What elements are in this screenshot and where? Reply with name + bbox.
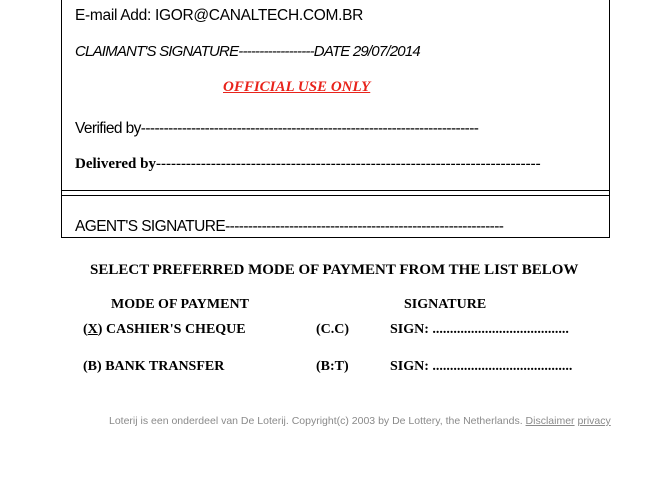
option-prefix-close: ) — [97, 322, 103, 337]
footer — [109, 415, 611, 427]
disclaimer-link[interactable]: Disclaimer — [525, 415, 575, 427]
payment-option-cashiers-cheque — [83, 322, 246, 338]
agent-signature-line: AGENT'S SIGNATURE------------------------------------------------------------- — [75, 218, 504, 235]
option-label: CASHIER'S CHEQUE — [102, 322, 246, 337]
divider-line-double — [61, 195, 610, 196]
official-use-heading: OFFICIAL USE ONLY — [223, 79, 371, 95]
column-header-mode: MODE OF PAYMENT — [111, 297, 249, 312]
delivered-by-line: Delivered by----------------------------------------------------------------------------- — [75, 156, 541, 172]
privacy-link[interactable]: privacy — [577, 415, 611, 427]
email-line: E-mail Add: IGOR@CANALTECH.COM.BR — [75, 7, 364, 24]
payment-code: (C.C) — [316, 322, 350, 337]
form-box — [61, 0, 610, 238]
payment-option-bank-transfer — [83, 359, 224, 375]
sign-field: SIGN: ........................................ — [390, 359, 573, 374]
option-label: BANK TRANSFER — [101, 359, 225, 374]
footer-copyright: Loterij is een onderdeel van De Loterij. Copyright(c) 2003 by De Lottery, the Netherlands. — [109, 415, 526, 427]
column-header-signature: SIGNATURE — [404, 297, 487, 312]
payment-heading: SELECT PREFERRED MODE OF PAYMENT FROM THE LIST BELOW — [90, 262, 579, 278]
claimant-signature-line: CLAIMANT'S SIGNATURE------------------DATE 29/07/2014 — [75, 43, 420, 60]
option-marker: X — [87, 322, 98, 337]
divider-line — [61, 190, 610, 191]
option-prefix-open: ( — [83, 359, 88, 374]
payment-code: (B:T) — [316, 359, 349, 374]
option-prefix-open: ( — [83, 322, 88, 337]
verified-by-line: Verified by-------------------------------------------------------------------------- — [75, 120, 479, 137]
option-prefix-close: ) — [97, 359, 102, 374]
sign-field: SIGN: ....................................... — [390, 322, 569, 337]
option-marker: B — [87, 359, 98, 374]
